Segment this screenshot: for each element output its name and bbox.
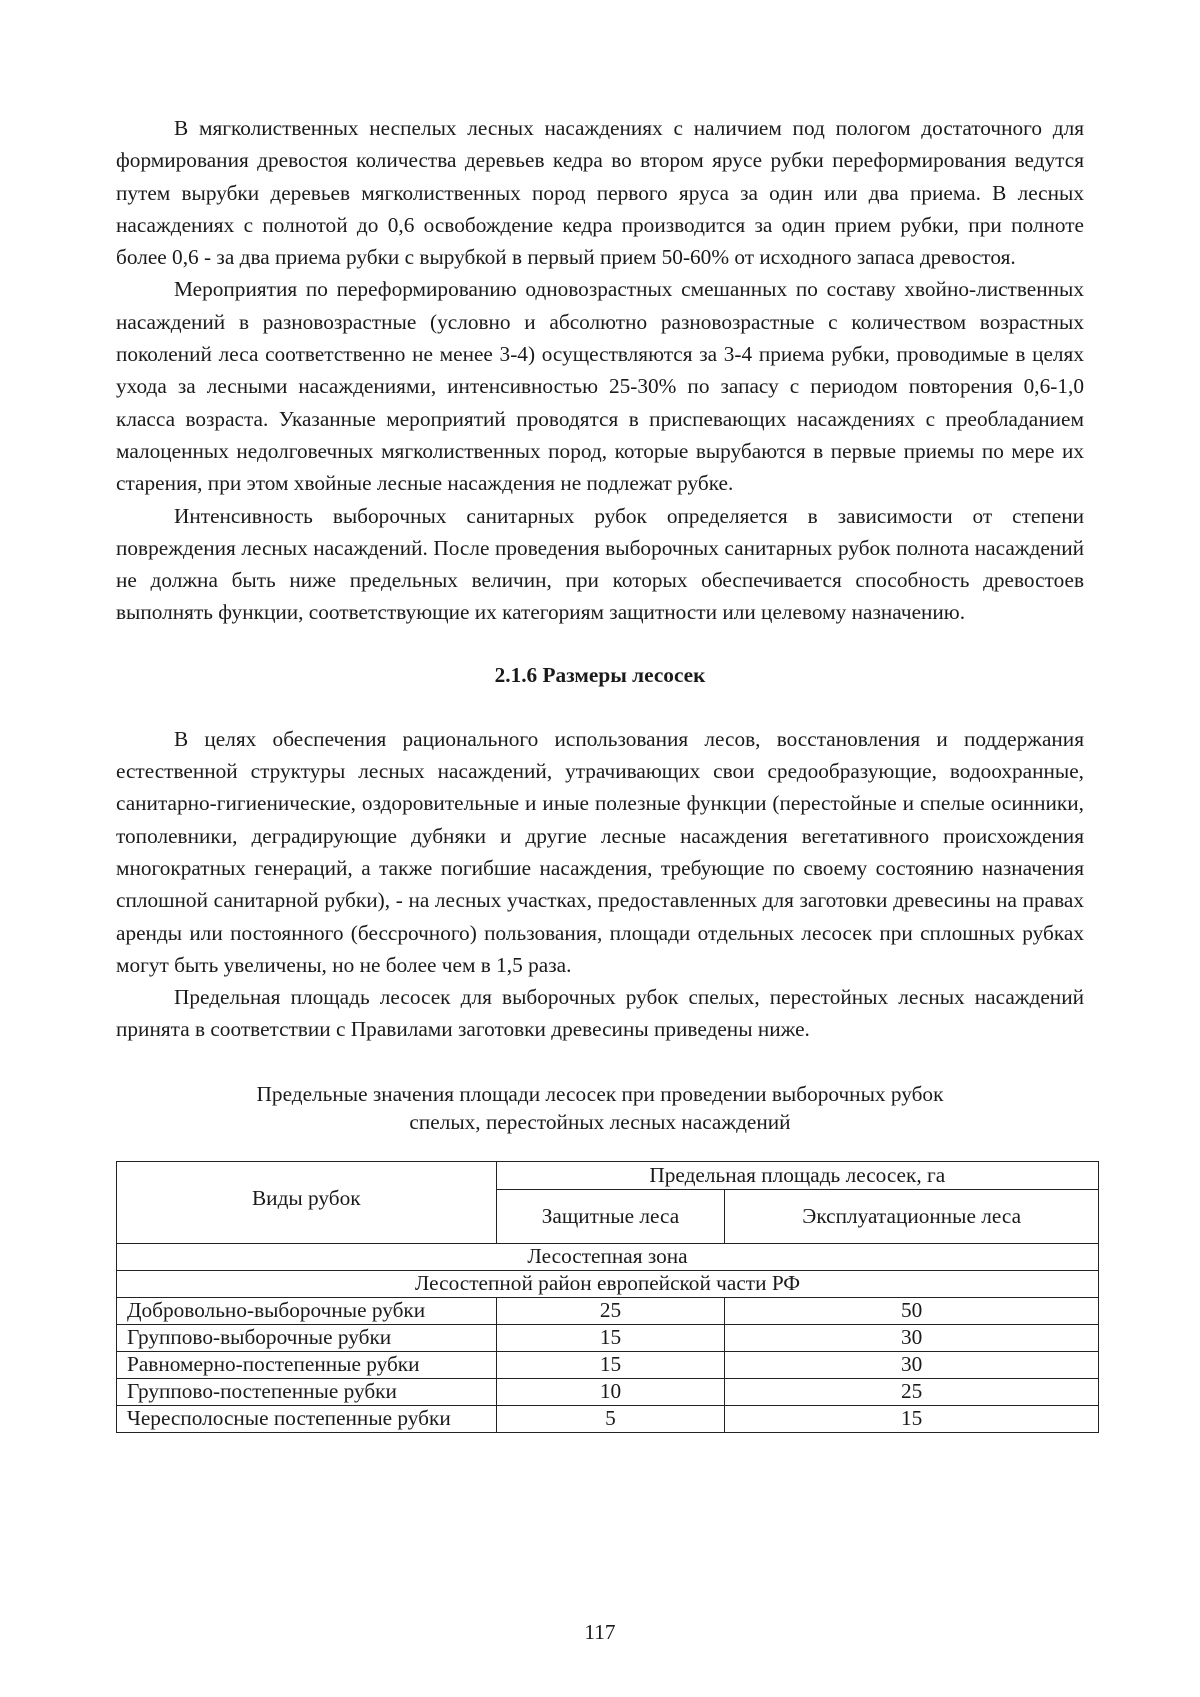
cell-exploitation: 25 xyxy=(725,1378,1099,1405)
table-row xyxy=(117,1324,1099,1351)
felling-area-limits-table xyxy=(116,1161,1099,1433)
header-protective: Защитные леса xyxy=(496,1189,725,1243)
cell-kind: Чересполосные постепенные рубки xyxy=(117,1405,497,1432)
cell-protective: 15 xyxy=(496,1324,725,1351)
cell-exploitation: 30 xyxy=(725,1351,1099,1378)
table-row xyxy=(117,1297,1099,1324)
page-number: 117 xyxy=(584,1620,616,1644)
header-kind: Виды рубок xyxy=(117,1161,497,1243)
table-caption-line: Предельные значения площади лесосек при проведении выборочных рубок xyxy=(256,1081,944,1106)
table-caption-line: спелых, перестойных лесных насаждений xyxy=(409,1109,791,1134)
body-paragraph: В целях обеспечения рационального использования лесов, восстановления и поддержания естественной структуры лесных насаждений, утрачивающих свои средообразующие, водоохранные, санитарно-гигиенические, оздоровительные и иные полезные функции (перестойные и спелые осинники, тополевники, деградирующие дубняки и другие лесные насаждения вегетативного происхождения многократных генераций, а также погибшие насаждения, требующие по своему состоянию назначения сплошной санитарной рубки), - на лесных участках, предоставленных для заготовки древесины на правах аренды или постоянного (бессрочного) пользования, площади отдельных лесосек при сплошных рубках могут быть увеличены, но не более чем в 1,5 раза. xyxy=(116,726,1084,977)
table-row xyxy=(117,1378,1099,1405)
body-paragraph: Интенсивность выборочных санитарных рубок определяется в зависимости от степени повреждения лесных насаждений. После проведения выборочных санитарных рубок полнота насаждений не должна быть ниже предельных величин, при которых обеспечивается способность древостоев выполнять функции, соответствующие их категориям защитности или целевому назначению. xyxy=(116,503,1084,625)
cell-kind: Равномерно-постепенные рубки xyxy=(117,1351,497,1378)
cell-exploitation: 15 xyxy=(725,1405,1099,1432)
region-row: Лесостепной район европейской части РФ xyxy=(117,1270,1099,1297)
cell-exploitation: 50 xyxy=(725,1297,1099,1324)
section-heading: 2.1.6 Размеры лесосек xyxy=(494,662,706,687)
body-paragraph: В мягколиственных неспелых лесных насаждениях с наличием под пологом достаточного для формирования древостоя количества деревьев кедра во втором ярусе рубки переформирования ведутся путем вырубки деревьев мягколиственных пород первого яруса за один или два приема. В лесных насаждениях с полнотой до 0,6 освобождение кедра производится за один прием рубки, при полноте более 0,6 - за два приема рубки с вырубкой в первый прием 50-60% от исходного запаса древостоя. xyxy=(116,116,1084,270)
body-paragraph: Предельная площадь лесосек для выборочных рубок спелых, перестойных лесных насаждений принята в соответствии с Правилами заготовки древесины приведены ниже. xyxy=(116,985,1084,1042)
cell-protective: 15 xyxy=(496,1351,725,1378)
table-row xyxy=(117,1405,1099,1432)
header-exploitation: Эксплуатационные леса xyxy=(725,1189,1099,1243)
cell-protective: 10 xyxy=(496,1378,725,1405)
header-limit: Предельная площадь лесосек, га xyxy=(496,1161,1098,1189)
cell-exploitation: 30 xyxy=(725,1324,1099,1351)
page-content xyxy=(116,112,1084,1433)
cell-protective: 25 xyxy=(496,1297,725,1324)
cell-kind: Добровольно-выборочные рубки xyxy=(117,1297,497,1324)
cell-protective: 5 xyxy=(496,1405,725,1432)
table-caption xyxy=(116,1080,1084,1136)
section-body xyxy=(116,723,1084,1046)
body-paragraph: Мероприятия по переформированию одновозрастных смешанных по составу хвойно-лиственных насаждений в разновозрастные (условно и абсолютно разновозрастные с количеством возрастных поколений леса соответственно не менее 3-4) осуществляются за 3-4 приема рубки, проводимые в целях ухода за лесными насаждениями, интенсивностью 25-30% по запасу с периодом повторения 0,6-1,0 класса возраста. Указанные мероприятий проводятся в приспевающих насаждениях с преобладанием малоценных недолговечных мягколиственных пород, которые вырубаются в первые приемы по мере их старения, при этом хвойные лесные насаждения не подлежат рубке. xyxy=(116,277,1084,496)
cell-kind: Группово-постепенные рубки xyxy=(117,1378,497,1405)
zone-row: Лесостепная зона xyxy=(117,1243,1099,1270)
cell-kind: Группово-выборочные рубки xyxy=(117,1324,497,1351)
table-row xyxy=(117,1351,1099,1378)
